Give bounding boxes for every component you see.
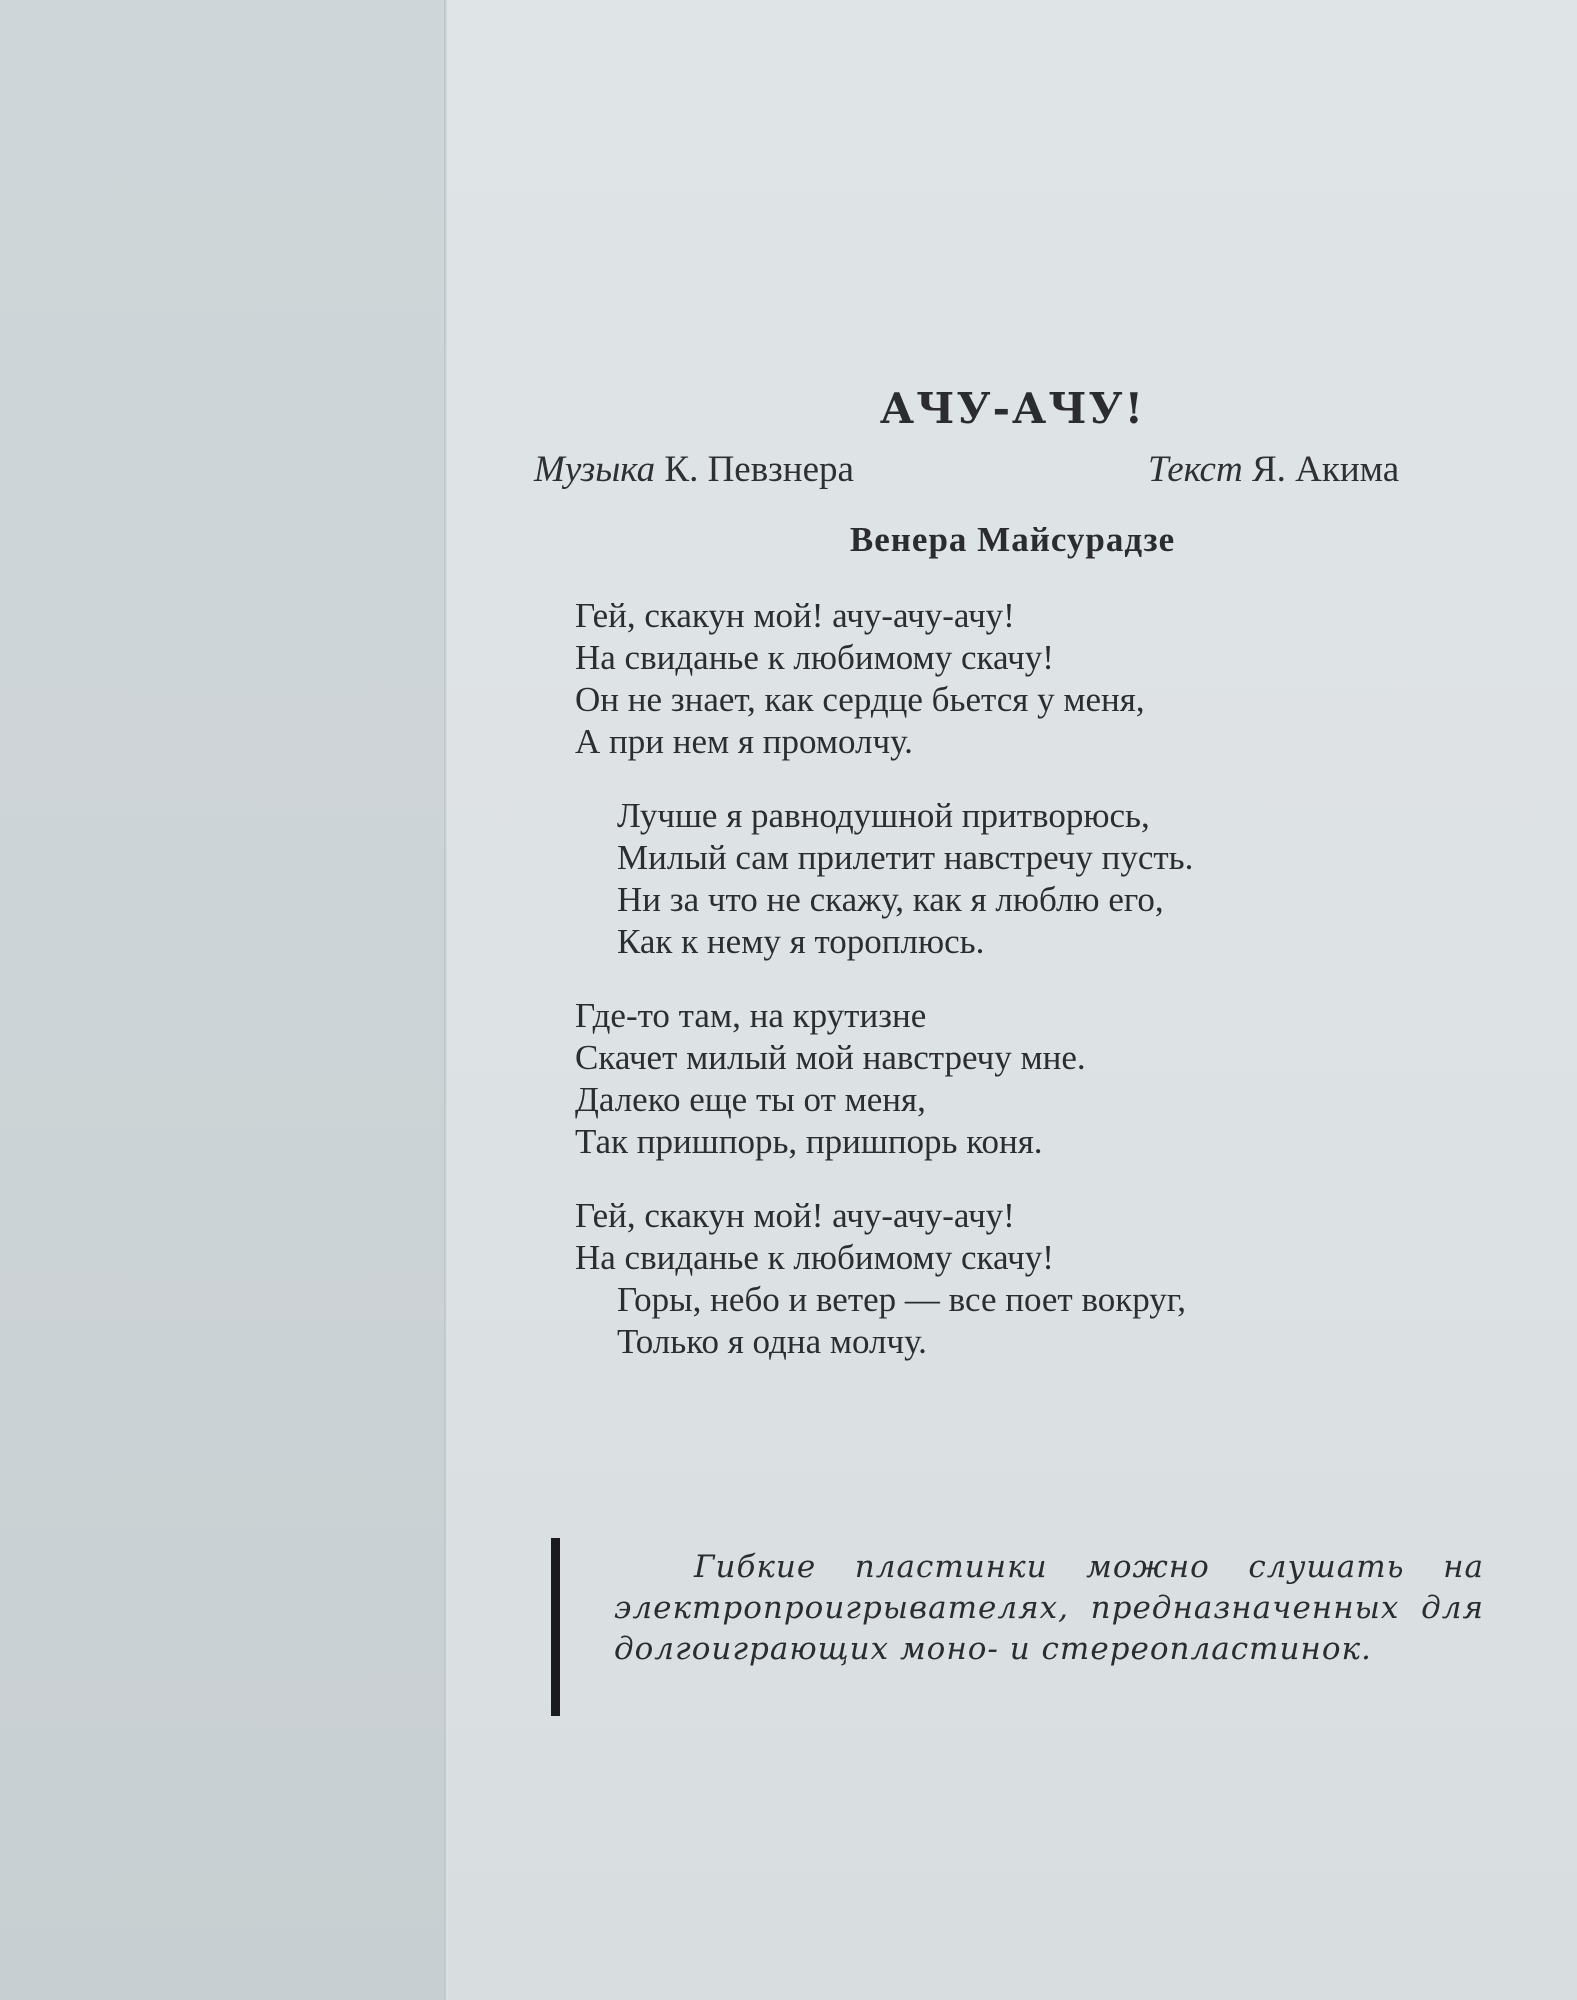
lyric-line: Гей, скакун мой! ачу-ачу-ачу!: [575, 596, 1015, 635]
lyric-line: Лучше я равнодушной притворюсь,: [617, 796, 1150, 835]
performer-name: Венера Майсурадзе: [849, 520, 1176, 559]
music-author: К. Певзнера: [664, 449, 854, 490]
text-role-label: Текст: [1148, 449, 1243, 490]
lyric-line: Скачет милый мой навстречу мне.: [575, 1038, 1086, 1077]
music-role-label: Музыка: [534, 449, 656, 490]
lyric-line: Горы, небо и ветер — все поет вокруг,: [617, 1280, 1186, 1319]
lyric-line: Так пришпорь, пришпорь коня.: [575, 1122, 1043, 1161]
lyric-line: А при нем я промолчу.: [575, 722, 913, 761]
lyric-line: Милый сам прилетит навстречу пусть.: [617, 838, 1194, 877]
stanza-1: [575, 595, 1475, 763]
song-title: АЧУ-АЧУ!: [879, 384, 1146, 433]
lyric-line: Где-то там, на крутизне: [575, 996, 927, 1035]
lyric-line: Только я одна молчу.: [617, 1322, 927, 1361]
text-author: Я. Акима: [1251, 449, 1400, 490]
lyric-line: Как к нему я тороплюсь.: [617, 922, 985, 961]
music-credit: [534, 448, 854, 491]
lyric-line: Ни за что не скажу, как я люблю его,: [617, 880, 1164, 919]
left-flap: [0, 0, 446, 2000]
lyrics-block: [575, 595, 1475, 1395]
stanza-4: [575, 1195, 1475, 1363]
playback-note: Гибкие пластинки можно слушать на электропроигрывателях, предназначенных для долгоиграющих моно- и стереопластинок.: [614, 1549, 1484, 1667]
lyric-line: Гей, скакун мой! ачу-ачу-ачу!: [575, 1196, 1015, 1235]
note-marker-bar: [551, 1538, 560, 1716]
text-credit: [1148, 448, 1399, 491]
stanza-3: [575, 995, 1475, 1163]
lyric-line: Он не знает, как сердце бьется у меня,: [575, 680, 1145, 719]
lyric-line: Далеко еще ты от меня,: [575, 1080, 926, 1119]
lyric-line: На свиданье к любимому скачу!: [575, 638, 1054, 677]
lyric-line: На свиданье к любимому скачу!: [575, 1238, 1054, 1277]
stanza-2: [575, 795, 1475, 963]
